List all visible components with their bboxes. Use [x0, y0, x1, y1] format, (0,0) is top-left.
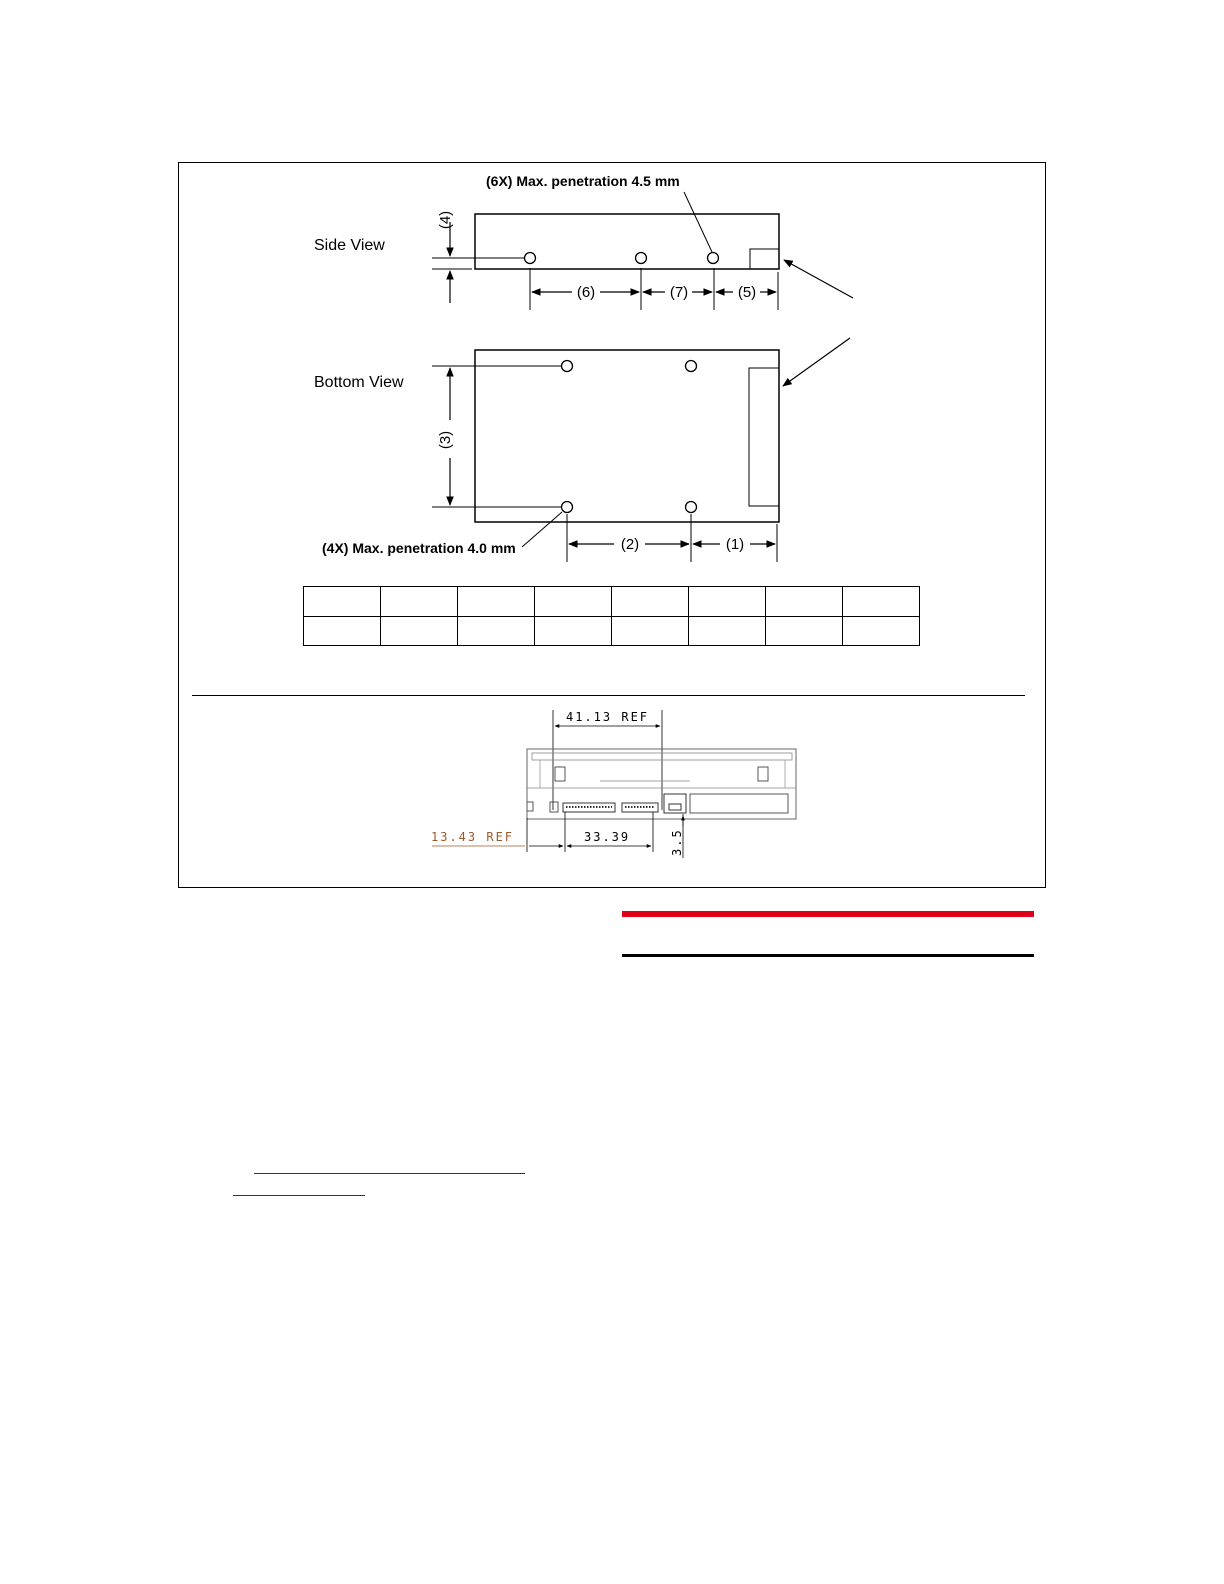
sata-data-connector	[563, 803, 615, 812]
hyperlink-underline[interactable]	[233, 1195, 365, 1196]
table-cell	[381, 587, 458, 617]
dim-1: (1)	[725, 536, 745, 553]
dim-5: (5)	[737, 284, 757, 301]
table-cell	[689, 616, 766, 646]
table-cell	[381, 616, 458, 646]
bottom-hole	[562, 361, 573, 372]
drive-body	[527, 749, 796, 819]
side-hole	[636, 253, 647, 264]
hyperlink-underline[interactable]	[254, 1173, 525, 1174]
table-cell	[304, 616, 381, 646]
section-divider	[192, 695, 1025, 696]
table-cell	[458, 587, 535, 617]
table-cell	[843, 587, 920, 617]
side-hole	[708, 253, 719, 264]
accent-rule-red	[622, 911, 1034, 917]
dim-vertical-label: 3.5	[670, 828, 684, 856]
accent-rule-black	[622, 954, 1034, 957]
table-cell	[689, 587, 766, 617]
dim-4: (4)	[437, 210, 454, 230]
table-cell	[766, 587, 843, 617]
table-cell	[304, 587, 381, 617]
table-row	[304, 587, 920, 617]
table-cell	[612, 616, 689, 646]
connector-drawing	[0, 700, 1224, 900]
table-cell	[535, 587, 612, 617]
table-cell	[766, 616, 843, 646]
dim-2: (2)	[620, 536, 640, 553]
dimension-table	[303, 586, 920, 646]
dim-3: (3)	[437, 430, 454, 450]
ref-left-label: 13.43 REF	[431, 830, 515, 844]
bottom-connector	[749, 368, 779, 506]
side-view-outline	[475, 214, 779, 269]
table-cell	[843, 616, 920, 646]
side-hole	[525, 253, 536, 264]
side-view-label: Side View	[314, 237, 385, 254]
dim-6: (6)	[576, 284, 596, 301]
side-callout: (6X) Max. penetration 4.5 mm	[486, 173, 680, 189]
dim-middle-label: 33.39	[584, 830, 631, 844]
bottom-hole	[562, 502, 573, 513]
bottom-hole	[686, 361, 697, 372]
side-connector	[750, 249, 779, 269]
table-cell	[535, 616, 612, 646]
ref-top-label: 41.13 REF	[566, 710, 650, 724]
dim-7: (7)	[669, 284, 689, 301]
bottom-hole	[686, 502, 697, 513]
table-cell	[458, 616, 535, 646]
table-row	[304, 616, 920, 646]
bottom-view-label: Bottom View	[314, 374, 404, 391]
bottom-callout: (4X) Max. penetration 4.0 mm	[322, 540, 516, 556]
bottom-view-outline	[475, 350, 779, 522]
table-cell	[612, 587, 689, 617]
